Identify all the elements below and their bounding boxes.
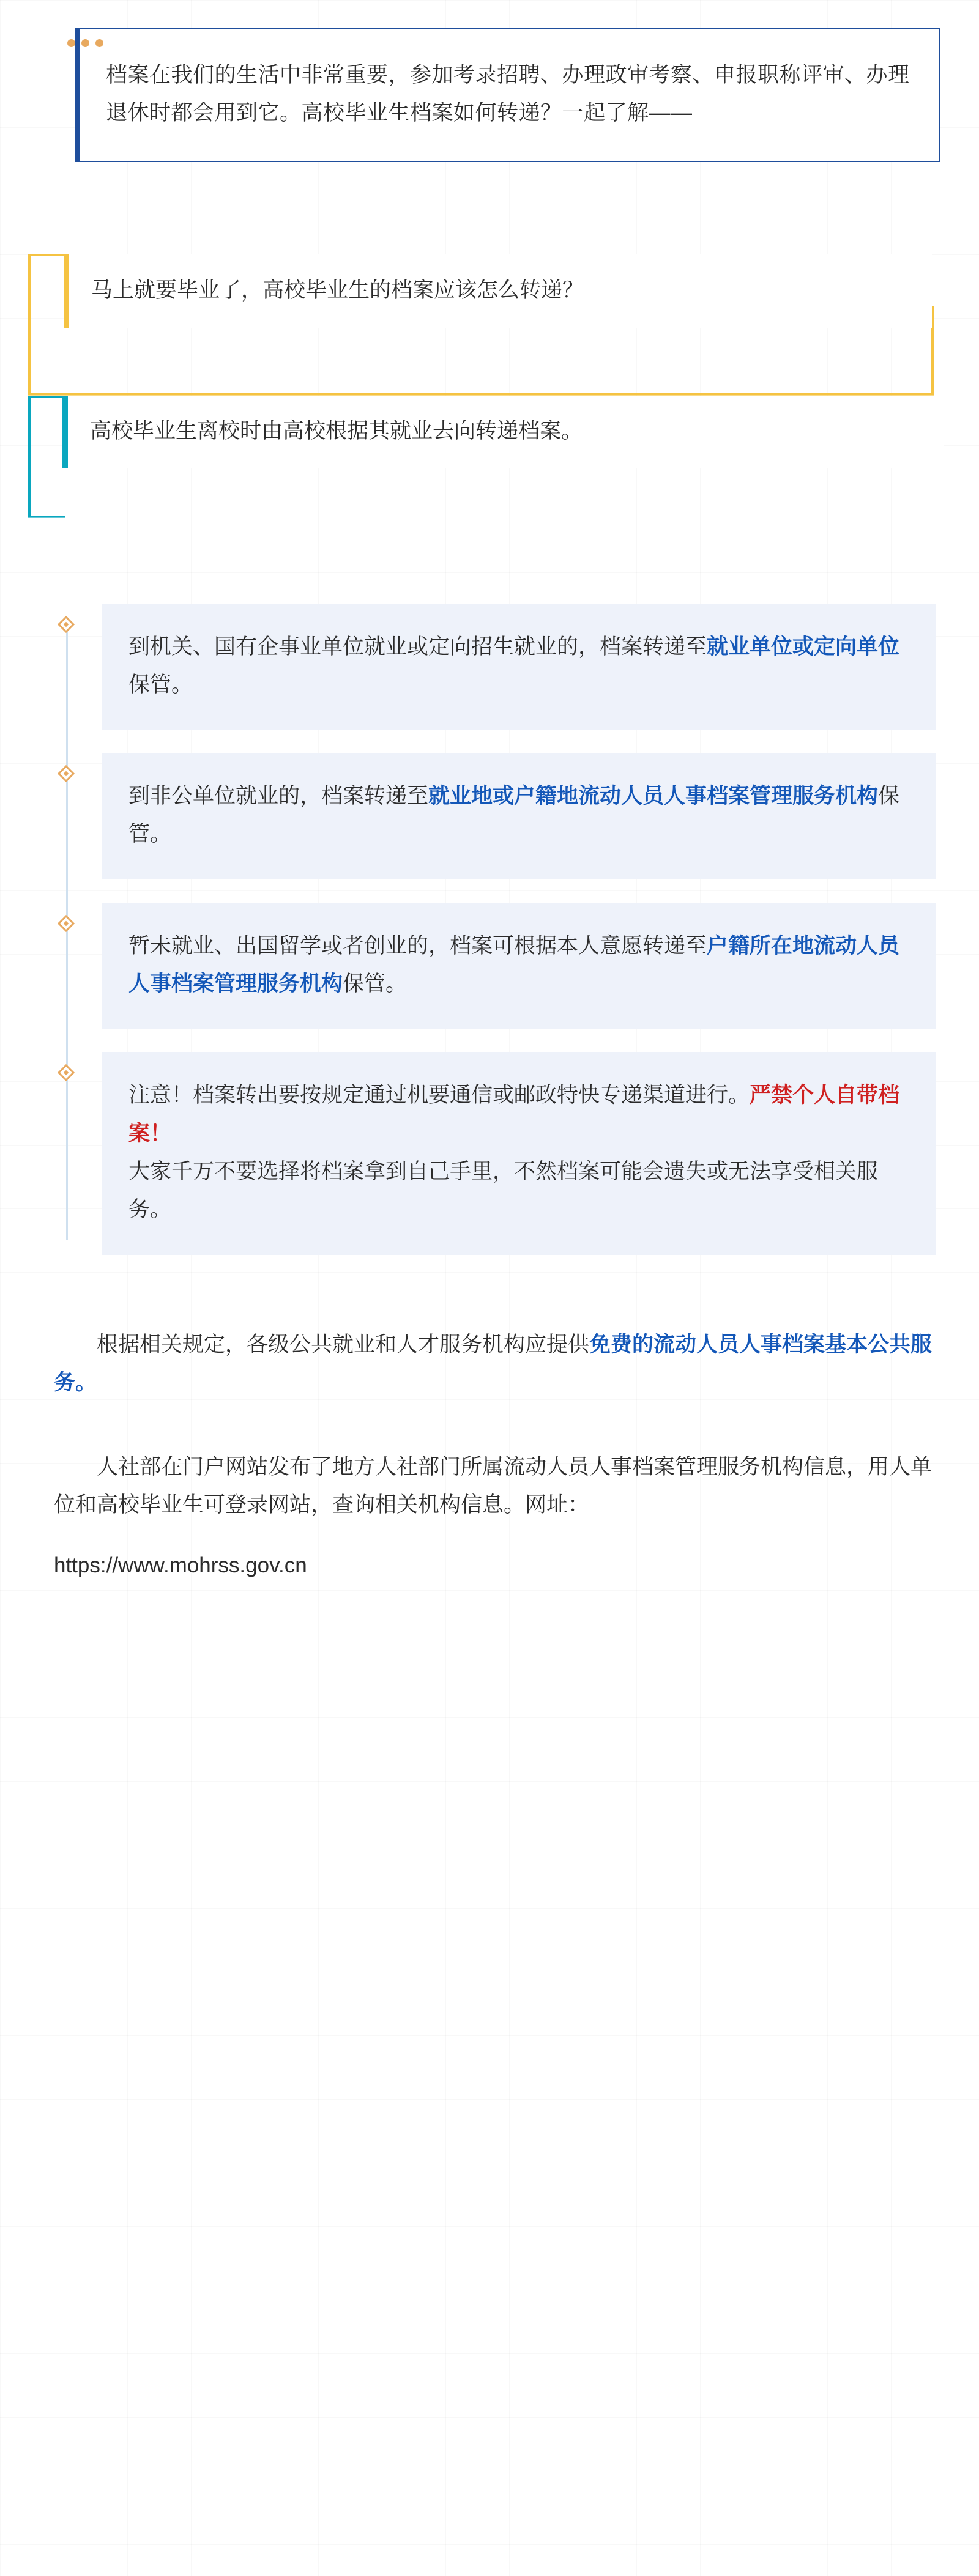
list-item-text: 到非公单位就业的，档案转递至就业地或户籍地流动人员人事档案管理服务机构保管。 bbox=[128, 784, 900, 846]
list-item-card bbox=[102, 1052, 936, 1254]
list-item-text: 暂未就业、出国留学或者创业的，档案可根据本人意愿转递至户籍所在地流动人员人事档案管理服务机构保管。 bbox=[128, 933, 900, 996]
diamond-bullet-icon bbox=[58, 615, 75, 632]
answer-text: 高校毕业生离校时由高校根据其就业去向转递档案。 bbox=[90, 418, 583, 443]
question-card bbox=[64, 254, 932, 328]
list-item bbox=[102, 1052, 936, 1254]
intro-text: 档案在我们的生活中非常重要，参加考录招聘、办理政审考察、申报职称评审、办理退休时都会用到它。高校毕业生档案如何转递？一起了解—— bbox=[106, 63, 910, 125]
question-section bbox=[28, 254, 942, 328]
question-text: 马上就要毕业了，高校毕业生的档案应该怎么转递？ bbox=[91, 278, 584, 302]
diamond-bullet-icon bbox=[58, 915, 75, 932]
highlighted-text: 户籍所在地流动人员人事档案管理服务机构 bbox=[128, 933, 900, 996]
list-item bbox=[102, 753, 936, 879]
timeline-list bbox=[54, 604, 936, 1255]
list-item bbox=[102, 604, 936, 730]
closing-section bbox=[54, 1326, 936, 1585]
decorative-dots bbox=[67, 39, 103, 47]
diamond-bullet-icon bbox=[58, 1064, 75, 1081]
list-item bbox=[102, 903, 936, 1029]
list-item-card bbox=[102, 903, 936, 1029]
intro-section bbox=[75, 28, 940, 162]
dot-icon bbox=[67, 39, 75, 47]
list-item-text: 到机关、国有企事业单位就业或定向招生就业的，档案转递至就业单位或定向单位保管。 bbox=[128, 634, 900, 697]
list-item-card bbox=[102, 604, 936, 730]
highlighted-text: 免费的流动人员人事档案基本公共服务。 bbox=[54, 1332, 932, 1394]
answer-card bbox=[62, 396, 944, 468]
closing-paragraph-2: 人社部在门户网站发布了地方人社部门所属流动人员人事档案管理服务机构信息，用人单位和高校毕业生可登录网站，查询相关机构信息。网址： bbox=[54, 1455, 932, 1517]
closing-paragraph-1: 根据相关规定，各级公共就业和人才服务机构应提供免费的流动人员人事档案基本公共服务。 bbox=[54, 1332, 932, 1394]
dot-icon bbox=[81, 39, 89, 47]
diamond-bullet-icon bbox=[58, 765, 75, 782]
intro-card bbox=[75, 28, 940, 162]
list-item-text: 注意！档案转出要按规定通过机要通信或邮政特快专递渠道进行。严禁个人自带档案！ 大家千万不要选择将档案拿到自己手里，不然档案可能会遗失或无法享受相关服务。 bbox=[128, 1083, 900, 1222]
website-url[interactable]: https://www.mohrss.gov.cn bbox=[54, 1553, 307, 1577]
answer-section bbox=[28, 396, 939, 530]
highlighted-text: 就业单位或定向单位 bbox=[707, 634, 900, 659]
highlighted-text: 就业地或户籍地流动人员人事档案管理服务机构 bbox=[428, 784, 879, 809]
highlighted-text: 严禁个人自带档案！ bbox=[128, 1083, 900, 1146]
dot-icon bbox=[95, 39, 103, 47]
list-item-card bbox=[102, 753, 936, 879]
